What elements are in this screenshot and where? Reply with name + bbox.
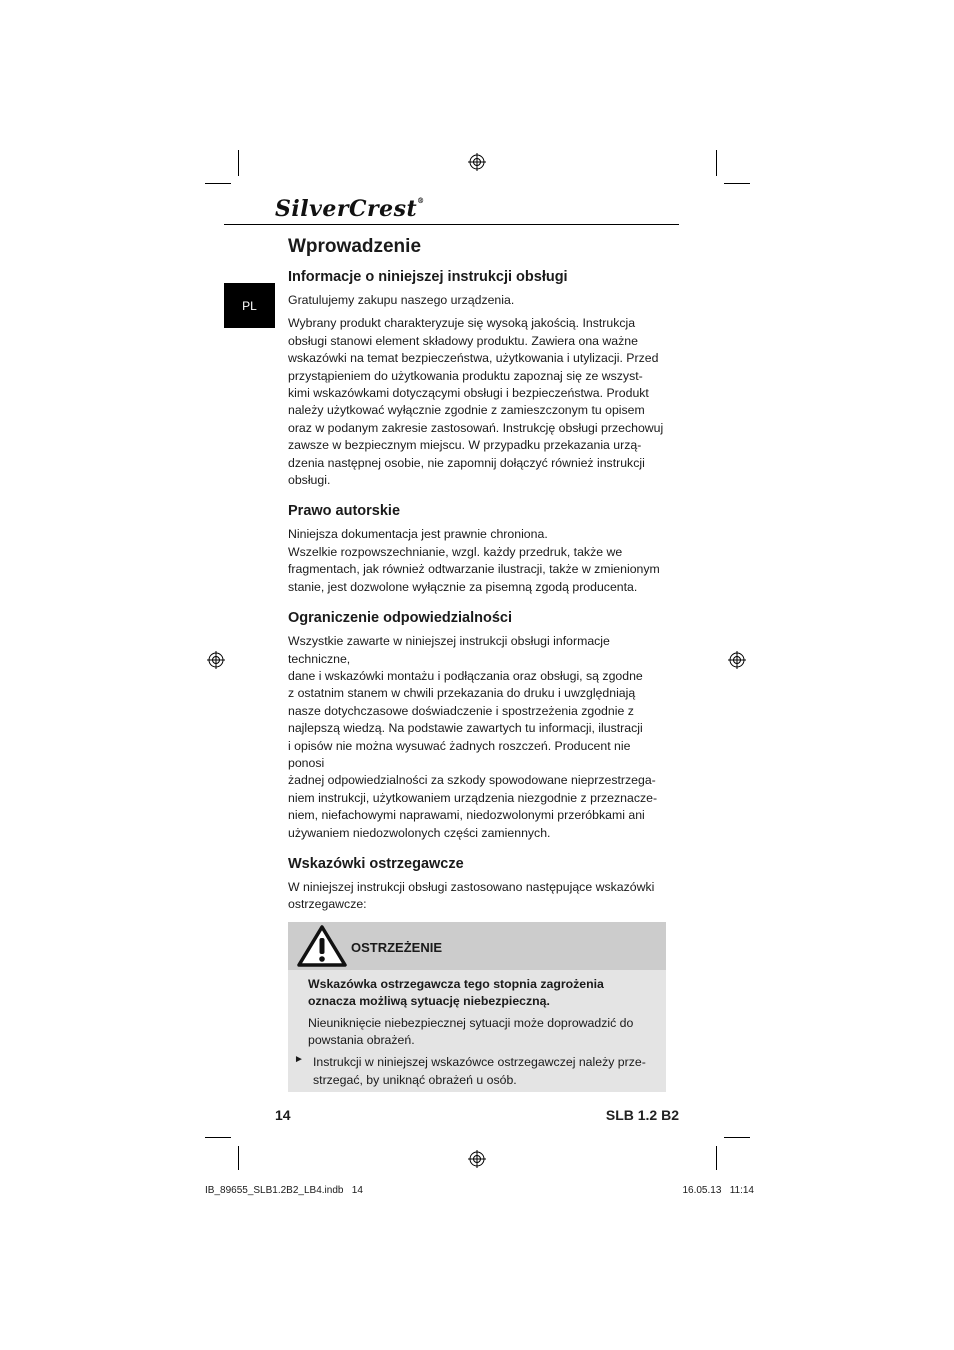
registration-mark-icon <box>207 651 225 669</box>
text-line: powstania obrażeń. <box>308 1033 415 1047</box>
crop-mark <box>724 1137 750 1138</box>
registration-mark-icon <box>468 153 486 171</box>
page-number: 14 <box>275 1107 291 1123</box>
text-line: Niniejsza dokumentacja jest prawnie chroniona. <box>288 527 548 542</box>
warning-title: OSTRZEŻENIE <box>351 939 443 955</box>
text-line: niem instrukcji, użytkowaniem urządzenia niezgodnie z przeznacze- <box>288 790 658 805</box>
crop-mark <box>716 150 717 176</box>
text-line: i opisów nie można wysuwać żadnych roszczeń. Producent nie ponosi <box>288 738 631 770</box>
text-line: wskazówki na temat bezpieczeństwa, użytkowania i utylizacji. Przed <box>288 351 659 366</box>
crop-mark <box>205 183 231 184</box>
warning-box <box>288 922 666 1092</box>
crop-mark <box>238 150 239 176</box>
liability-body <box>288 633 666 842</box>
info-body <box>288 315 666 489</box>
text-line: Instrukcji w niniejszej wskazówce ostrzegawczej należy prze- <box>313 1055 646 1070</box>
model-number: SLB 1.2 B2 <box>605 1107 679 1123</box>
language-tab: PL <box>224 283 275 328</box>
text-line: dane i wskazówki montażu i podłączania oraz obsługi, są zgodne <box>288 668 643 683</box>
text-line: oraz w podanym zakresie zastosowań. Instrukcję obsługi przechowuj <box>288 420 664 435</box>
text-line: zawsze w bezpiecznym miejscu. W przypadku przekazania urzą- <box>288 438 642 453</box>
warning-triangle-icon <box>296 924 348 968</box>
text-line: Wszystkie zawarte w niniejszej instrukcji obsługi informacje techniczne, <box>288 634 610 666</box>
text-line: stanie, jest dozwolone wyłącznie za pisemną zgodą producenta. <box>288 579 638 594</box>
brand-logo: SilverCrest® <box>275 196 425 222</box>
text-line: przystąpieniem do użytkowania produktu zapoznaj się ze wszyst- <box>288 368 643 383</box>
section-heading-info: Informacje o niniejszej instrukcji obsługi <box>288 269 568 285</box>
text-line: używaniem niedozwolonych części zamiennych. <box>288 825 551 840</box>
main-content <box>288 235 666 1092</box>
page-title: Wprowadzenie <box>288 236 422 257</box>
bullet-arrow-icon: ► <box>294 1054 304 1066</box>
text-line: Wybrany produkt charakteryzuje się wysoką jakością. Instrukcja <box>288 316 636 331</box>
text-line: kimi wskazówkami dotyczącymi obsługi i bezpieczeństwa. Produkt <box>288 386 649 401</box>
warning-emphasis <box>308 976 658 1011</box>
text-line: Wszelkie rozpowszechnianie, wzgl. każdy przedruk, także we <box>288 544 623 559</box>
text-line: niem, niefachowymi naprawami, niedozwolonymi przeróbkami ani <box>288 808 645 823</box>
text-line: nasze dotychczasowe doświadczenie i spostrzeżenia zgodnie z <box>288 703 634 718</box>
text-line: fragmentach, jak również odtwarzanie ilustracji, także w zmienionym <box>288 562 660 577</box>
text-line: W niniejszej instrukcji obsługi zastosowano następujące wskazówki <box>288 879 655 894</box>
text-line: obsługi. <box>288 473 331 488</box>
warning-bullet <box>294 1054 658 1089</box>
text-line: z ostatnim stanem w chwili przekazania do druku i uwzględniają <box>288 686 636 701</box>
section-heading-copyright: Prawo autorskie <box>288 503 401 520</box>
crop-mark <box>238 1146 239 1170</box>
warning-body <box>288 970 666 1092</box>
crop-mark <box>724 183 750 184</box>
info-intro <box>288 292 666 309</box>
section-heading-liability: Ograniczenie odpowiedzialności <box>288 610 512 627</box>
header-rule <box>224 224 679 225</box>
text-line: Wskazówka ostrzegawcza tego stopnia zagrożenia <box>308 976 604 991</box>
warning-text <box>308 1015 658 1050</box>
print-file-info: IB_89655_SLB1.2B2_LB4.indb 14 <box>205 1185 363 1196</box>
text-line: ostrzegawcze: <box>288 897 367 912</box>
text-line: obsługi stanowi element składowy produktu. Zawiera ona ważne <box>288 333 638 348</box>
crop-mark <box>716 1146 717 1170</box>
print-date-info: 16.05.13 11:14 <box>682 1185 754 1196</box>
crop-mark <box>205 1137 231 1138</box>
copyright-body <box>288 526 666 596</box>
warnings-body <box>288 879 666 914</box>
text-line: najlepszą wiedzą. Na podstawie zawartych tu informacji, ilustracji <box>288 721 643 736</box>
registration-mark-icon <box>468 1150 486 1168</box>
text-line: dzenia następnej osobie, nie zapomnij dołączyć również instrukcji <box>288 455 645 470</box>
text-line: żadnej odpowiedzialności za szkody spowodowane nieprzestrzega- <box>288 773 656 788</box>
text-line: oznacza możliwą sytuację niebezpieczną. <box>308 994 550 1009</box>
text-line: strzegać, by uniknąć obrażeń u osób. <box>313 1072 517 1087</box>
warning-bullet-text <box>313 1054 658 1089</box>
text-line: należy użytkować wyłącznie zgodnie z zamieszczonym tu opisem <box>288 403 645 418</box>
section-heading-warnings: Wskazówki ostrzegawcze <box>288 855 464 872</box>
text-line: Gratulujemy zakupu naszego urządzenia. <box>288 293 515 307</box>
registration-mark-icon <box>728 651 746 669</box>
text-line: Nieuniknięcie niebezpiecznej sytuacji może doprowadzić do <box>308 1015 634 1030</box>
warning-header <box>288 922 666 970</box>
